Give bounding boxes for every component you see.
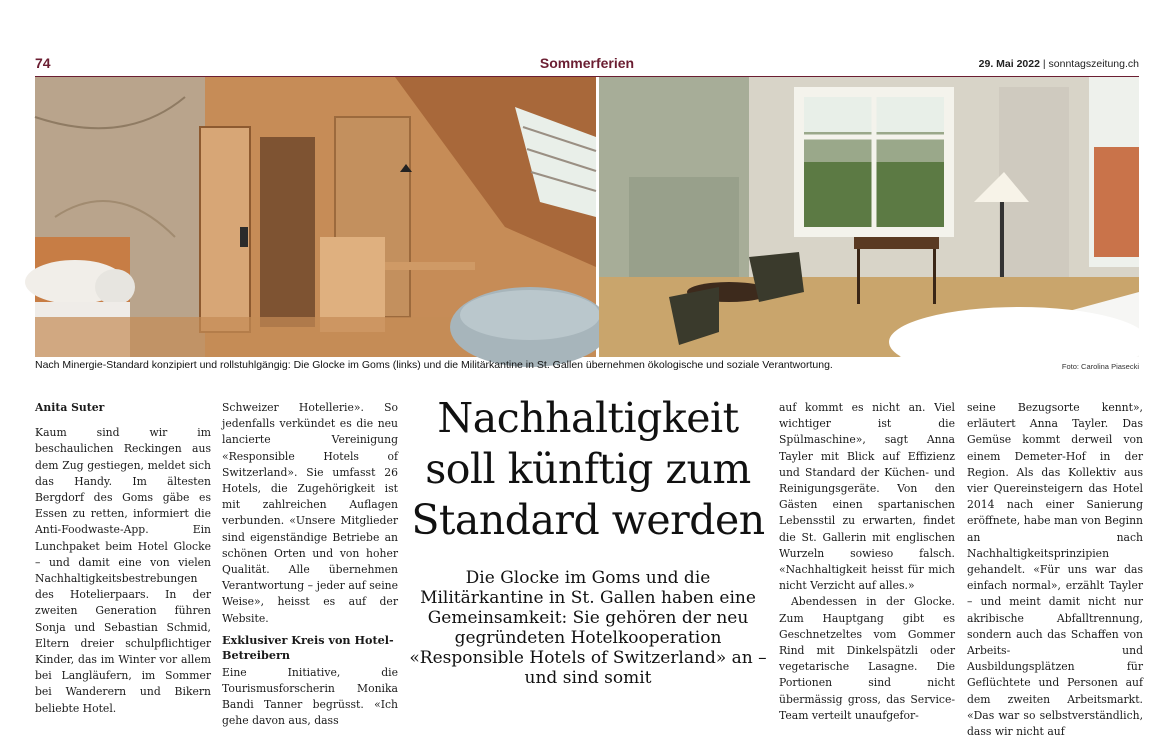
article-column-1 bbox=[35, 400, 211, 717]
column-5-text: seine Bezugsorte kennt», erläutert Anna Tayler. Das Gemüse kommt derweil von einem Demeter-Hof in der Region. Als das Kollektiv aus vier Quereinsteigern das Hotel 2014 nach einer Sanierung eröffnete, habe man von Beginn an nach Nachhaltigkeitsprinzipien gehandelt. «Für uns war das einfach normal», erzählt Tayler – und meint damit nicht nur akribische Abfalltrennung, sondern auch das Schaffen von Arbeits- und Ausbildungsplätzen für Geflüchtete und Personen auf dem zweiten Arbeitsmarkt. «Das war so selbstverständlich, dass wir nicht auf bbox=[967, 401, 1143, 739]
hotel-room-window-photo bbox=[599, 77, 1139, 357]
article-headline: Nachhaltigkeit soll künftig zum Standard werden bbox=[411, 394, 765, 544]
dateline-separator: | bbox=[1039, 58, 1049, 70]
section-title: Sommerferien bbox=[539, 55, 635, 71]
hotel-room-wood-photo bbox=[35, 77, 596, 357]
wood-room-illustration bbox=[35, 77, 596, 357]
page-number: 74 bbox=[35, 55, 51, 71]
author-name: Anita Suter bbox=[35, 401, 105, 414]
photo-caption: Nach Minergie-Standard konzipiert und rollstuhlgängig: Die Glocke im Goms (links) und die Militärkantine in St. Gallen übernehmen ökologische und soziale Verantwortung. bbox=[35, 359, 833, 371]
article-column-2 bbox=[222, 400, 398, 730]
article-lede: Die Glocke im Goms und die Militärkantine in St. Gallen haben eine Gemeinsamkeit: Sie gehören der neu gegründeten Hotelkooperation «Responsible Hotels of Switzerland» an – und sind somit bbox=[409, 568, 767, 688]
column-2-text: Schweizer Hotellerie». So jedenfalls verkündet es die neu lancierte Vereinigung «Responsible Hotels of Switzerland». Sie umfasst 26 Hotels, die Zugehörigkeit ist mit zahlreichen Auflagen verbunden. «Unsere Mitglieder sind eigenständige Betriebe an schönen Orten und von hoher Qualität. Alle übernehmen Verantwortung – jeder auf seine Weise», heisst es auf der Website. bbox=[222, 401, 398, 625]
column-2-text-continued: Eine Initiative, die Tourismusforscherin Monika Bandi Tanner begrüsst. «Ich gehe davon aus, dass bbox=[222, 665, 398, 728]
window-room-illustration bbox=[599, 77, 1139, 357]
issue-date: 29. Mai 2022 bbox=[978, 58, 1040, 70]
article-column-5 bbox=[967, 400, 1143, 740]
photo-credit: Foto: Carolina Piasecki bbox=[1061, 362, 1139, 371]
article-column-4 bbox=[779, 400, 955, 724]
site-name: sonntagszeitung.ch bbox=[1048, 58, 1139, 70]
column-4-text-continued: Abendessen in der Glocke. Zum Hauptgang gibt es Geschnetzeltes vom Gommer Rind mit Dinkelspätzli oder vegetarische Lasagne. Die Portionen sind nicht übermässig gross, das Service-Team verteilt unaufgefor- bbox=[779, 595, 955, 722]
dateline bbox=[979, 58, 1139, 70]
column-1-text: Kaum sind wir im beschaulichen Reckingen aus dem Zug gestiegen, meldet sich das Handy. Im ältesten Bergdorf des Goms gäbe es Essen zu retten, informiert die Anti-Foodwaste-App. Ein Lunchpaket beim Hotel Glocke – und damit eine von vielen Nachhaltigkeitsbestrebungen des Hotelierpaars. In der zweiten Generation führen Sonja und Sebastian Schmid, Eltern dreier schulpflichtiger Kinder, das im Winter vor allem bei Langläufern, im Sommer bei Wanderern und Bikern beliebte Hotel. bbox=[35, 426, 211, 715]
page-header bbox=[35, 55, 1139, 77]
column-4-text: auf kommt es nicht an. Viel wichtiger ist die Spülmaschine», sagt Anna Tayler mit Blick auf Effizienz und Standard der Küchen- und Reinigungsgeräte. Von den Gästen einen spartanischen Lebensstil zu erwarten, findet die St. Gallerin mit englischen Wurzeln sowieso falsch. «Nachhaltigkeit heisst für mich nicht Verzicht auf alles.» bbox=[779, 401, 955, 593]
column-2-subhead: Exklusiver Kreis von Hotel-Betreibern bbox=[222, 632, 394, 662]
